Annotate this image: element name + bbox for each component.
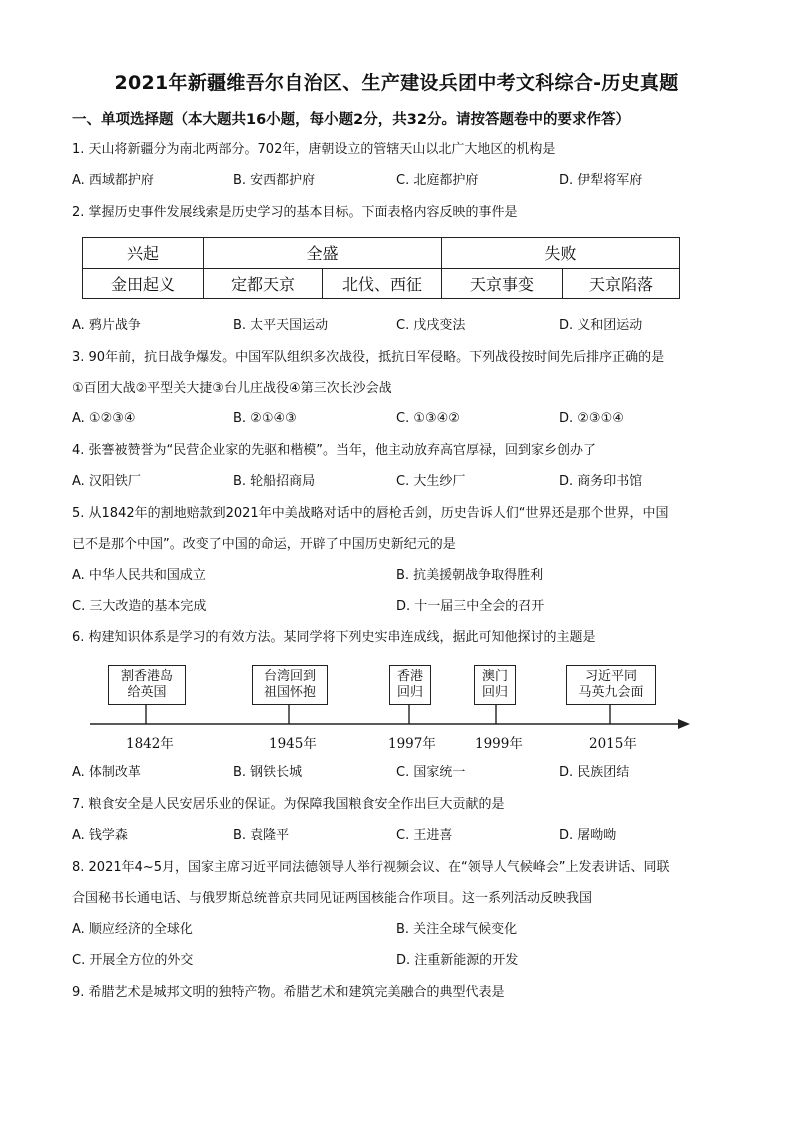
timeline-year: 2015年: [589, 736, 637, 752]
q3-option-b[interactable]: B. ②①④③: [233, 411, 297, 426]
question-3-stem-line2: ①百团大战②平型关大捷③台儿庄战役④第三次长沙会战: [72, 381, 392, 396]
taiping-table: [82, 237, 680, 299]
question-6-stem: 6. 构建知识体系是学习的有效方法。某同学将下列史实串连成线，据此可知他探讨的主题是: [72, 630, 596, 645]
q7-option-d[interactable]: D. 屠呦呦: [559, 828, 617, 843]
event-label: 回归: [396, 685, 423, 700]
q8-option-a[interactable]: A. 顺应经济的全球化: [72, 922, 193, 937]
event-label: 台湾回到: [263, 669, 316, 684]
q1-option-c[interactable]: C. 北庭都护府: [396, 173, 479, 188]
timeline-event-1842: [108, 665, 186, 705]
q6-option-b[interactable]: B. 钢铁长城: [233, 765, 303, 780]
question-5-stem-line2: 已不是那个中国”。改变了中国的命运，开辟了中国历史新纪元的是: [72, 537, 456, 552]
question-8-stem-line2: 合国秘书长通电话、与俄罗斯总统普京共同见证两国核能合作项目。这一系列活动反映我国: [72, 891, 593, 906]
q6-option-d[interactable]: D. 民族团结: [559, 765, 630, 780]
q7-option-a[interactable]: A. 钱学森: [72, 828, 128, 843]
event-label: 习近平同: [584, 669, 637, 684]
event-label: 香港: [396, 669, 423, 684]
page-title: 2021年新疆维吾尔自治区、生产建设兵团中考文科综合-历史真题: [114, 72, 679, 94]
table-cell: 金田起义: [83, 268, 204, 299]
event-label: 回归: [481, 685, 508, 700]
q2-option-d[interactable]: D. 义和团运动: [559, 318, 643, 333]
table-header-peak: 全盛: [204, 238, 442, 269]
question-7-stem: 7. 粮食安全是人民安居乐业的保证。为保障我国粮食安全作出巨大贡献的是: [72, 797, 505, 812]
question-4-stem: 4. 张謇被赞誉为“民营企业家的先驱和楷模”。当年，他主动放弃高官厚禄，回到家乡创办了: [72, 443, 597, 458]
event-label: 马英九会面: [578, 685, 644, 700]
event-label: 给英国: [127, 685, 167, 700]
q4-option-b[interactable]: B. 轮船招商局: [233, 474, 316, 489]
question-1-stem: 1. 天山将新疆分为南北两部分。702年，唐朝设立的管辖天山以北广大地区的机构是: [72, 142, 556, 157]
q3-option-d[interactable]: D. ②③①④: [559, 411, 624, 426]
q1-option-b[interactable]: B. 安西都护府: [233, 173, 316, 188]
question-2-stem: 2. 掌握历史事件发展线索是历史学习的基本目标。下面表格内容反映的事件是: [72, 205, 518, 220]
timeline-year: 1999年: [475, 736, 523, 752]
q2-option-c[interactable]: C. 戊戌变法: [396, 318, 466, 333]
q7-option-c[interactable]: C. 王进喜: [396, 828, 453, 843]
table-cell: 天京陷落: [563, 268, 680, 299]
q4-option-a[interactable]: A. 汉阳铁厂: [72, 474, 141, 489]
timeline-year: 1842年: [126, 736, 174, 752]
section-heading: 一、单项选择题（本大题共16小题，每小题2分，共32分。请按答题卷中的要求作答）: [72, 112, 630, 128]
q6-option-a[interactable]: A. 体制改革: [72, 765, 141, 780]
q4-option-c[interactable]: C. 大生纱厂: [396, 474, 466, 489]
timeline-event-1997: [389, 665, 431, 705]
reunification-timeline: [86, 661, 706, 756]
table-header-rise: 兴起: [83, 238, 204, 269]
q4-option-d[interactable]: D. 商务印书馆: [559, 474, 643, 489]
q3-option-a[interactable]: A. ①②③④: [72, 411, 136, 426]
q1-option-a[interactable]: A. 西域都护府: [72, 173, 154, 188]
q8-option-c[interactable]: C. 开展全方位的外交: [72, 953, 194, 968]
q3-option-c[interactable]: C. ①③④②: [396, 411, 460, 426]
q5-option-a[interactable]: A. 中华人民共和国成立: [72, 568, 206, 583]
q6-option-c[interactable]: C. 国家统一: [396, 765, 466, 780]
question-8-stem: 8. 2021年4~5月，国家主席习近平同法德领导人举行视频会议、在“领导人气候峰会”上发表讲话、同联: [72, 860, 670, 875]
table-header-fail: 失败: [442, 238, 680, 269]
timeline-event-1999: [474, 665, 516, 705]
timeline-event-1945: [252, 665, 328, 705]
question-5-stem: 5. 从1842年的割地赔款到2021年中美战略对话中的唇枪舌剑，历史告诉人们“世界还是那个世界，中国: [72, 506, 669, 521]
timeline-year: 1945年: [269, 736, 317, 752]
event-label: 割香港岛: [120, 669, 173, 684]
q5-option-b[interactable]: B. 抗美援朝战争取得胜利: [396, 568, 544, 583]
q8-option-d[interactable]: D. 注重新能源的开发: [396, 953, 519, 968]
table-cell: 天京事变: [442, 268, 563, 299]
q2-option-b[interactable]: B. 太平天国运动: [233, 318, 329, 333]
q2-option-a[interactable]: A. 鸦片战争: [72, 318, 141, 333]
q1-option-d[interactable]: D. 伊犁将军府: [559, 173, 643, 188]
q5-option-c[interactable]: C. 三大改造的基本完成: [72, 599, 207, 614]
question-3-stem: 3. 90年前，抗日战争爆发。中国军队组织多次战役，抵抗日军侵略。下列战役按时间先后排序正确的是: [72, 350, 665, 365]
event-label: 澳门: [481, 669, 508, 684]
timeline-year: 1997年: [388, 736, 436, 752]
q8-option-b[interactable]: B. 关注全球气候变化: [396, 922, 518, 937]
q7-option-b[interactable]: B. 袁隆平: [233, 828, 290, 843]
table-cell: 定都天京: [204, 268, 323, 299]
question-9-stem: 9. 希腊艺术是城邦文明的独特产物。希腊艺术和建筑完美融合的典型代表是: [72, 985, 505, 1000]
table-cell: 北伐、西征: [323, 268, 442, 299]
event-label: 祖国怀抱: [263, 685, 316, 700]
q5-option-d[interactable]: D. 十一届三中全会的召开: [396, 599, 545, 614]
timeline-event-2015: [566, 665, 656, 705]
